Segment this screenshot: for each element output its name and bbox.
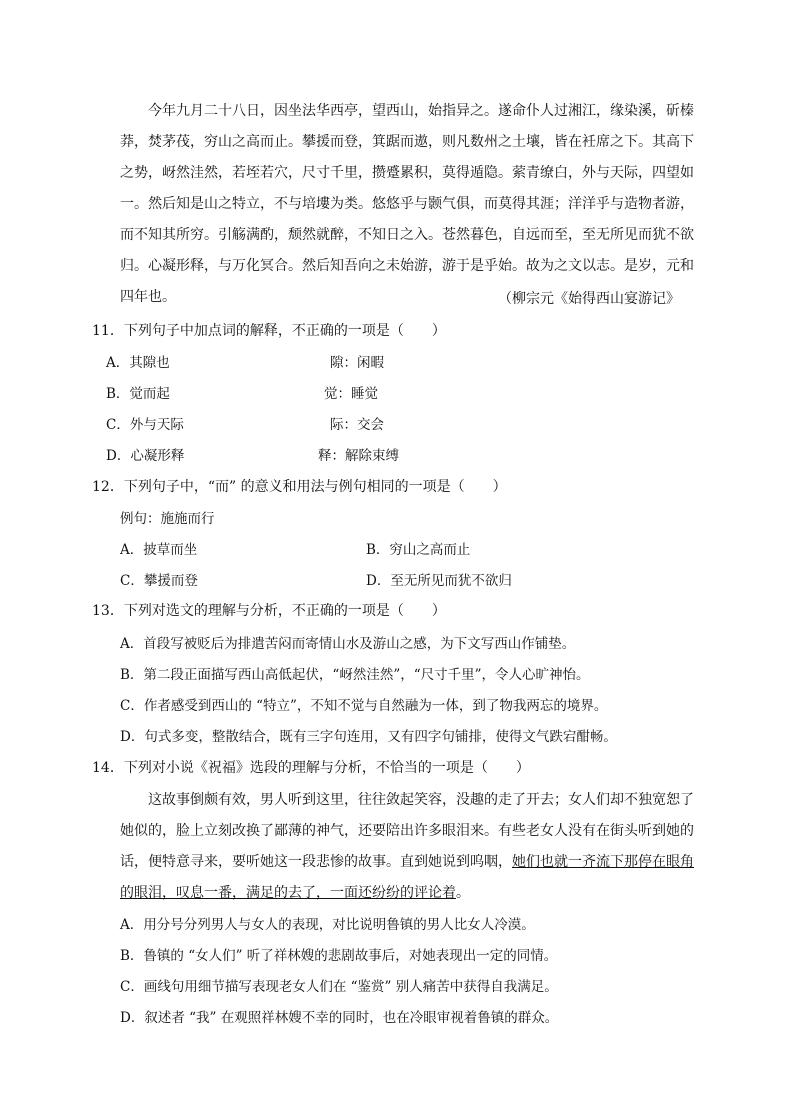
q11-option-d-gloss: 释：解除束缚 [318, 448, 399, 464]
q12-example: 例句：施施而行 [120, 511, 215, 527]
q13-option-b: B．第二段正面描写西山高低起伏，“岈然洼然”，“尺寸千里”，令人心旷神怡。 [120, 667, 590, 683]
q12-option-d: D．至无所见而犹不欲归 [366, 573, 512, 589]
question-14-stem: 14．下列对小说《祝福》选段的理解与分析，不恰当的一项是（ ） [92, 760, 530, 776]
q14-excerpt-plain: 这故事倒颇有效，男人听到这里，往往敛起笑容，没趣的走了开去；女人们却不独宽恕了她似的，脸上立刻改换了鄙薄的神气，还要陪出许多眼泪来。有些老女人没有在街头听到她的话，便特意寻来，要听她这一段悲惨的故事。直到她说到呜咽， [120, 792, 694, 870]
q12-option-c: C．攀援而登 [120, 573, 198, 589]
q13-option-c: C．作者感受到西山的 “特立”，不知不觉与自然融为一体，到了物我两忘的境界。 [120, 698, 608, 714]
passage-source: （柳宗元《始得西山宴游记》 [498, 291, 680, 307]
q14-excerpt-text [120, 785, 694, 909]
q14-option-d: D．叙述者 “我” 在观照祥林嫂不幸的同时，也在冷眼审视着鲁镇的群众。 [120, 1010, 559, 1026]
q14-option-c: C．画线句用细节描写表现老女人们在 “鉴赏” 别人痛苦中获得自我满足。 [120, 979, 558, 995]
q12-option-b: B．穷山之高而止 [366, 542, 471, 558]
q11-option-a: A．其隙也 [106, 355, 170, 371]
q14-underlined-sentence: 她们也就一齐流下那停在眼角的眼泪，叹息一番，满足的去了，一面还纷纷的评论着 [120, 854, 694, 901]
q11-option-c: C．外与天际 [106, 417, 184, 433]
q11-option-a-gloss: 隙：闲暇 [330, 355, 384, 371]
passage-text: 今年九月二十八日，因坐法华西亭，望西山，始指异之。遂命仆人过湘江，缘染溪，斫榛莽，焚茅茷，穷山之高而止。攀援而登，箕踞而遨，则凡数州之土壤，皆在衽席之下。其高下之势，岈然洼然，若垤若穴，尺寸千里，攒蹙累积，莫得遁隐。萦青缭白，外与天际，四望如一。然后知是山之特立，不与培塿为类。悠悠乎与颢气俱，而莫得其涯；洋洋乎与造物者游，而不知其所穷。引觞满酌，颓然就醉，不知日之入。苍然暮色，自远而至，至无所见而犹不欲归。心凝形释，与万化冥合。然后知吾向之未始游，游于是乎始。故为之文以志。是岁，元和四年也。 [120, 103, 694, 305]
q11-option-c-gloss: 际：交会 [330, 417, 384, 433]
q13-option-d: D．句式多变，整散结合，既有三字句连用，又有四字句铺排，使得文气跌宕酣畅。 [120, 729, 617, 745]
q14-excerpt [120, 785, 694, 909]
classical-passage [120, 96, 694, 313]
q12-option-a: A．披草而坐 [120, 542, 198, 558]
question-12-stem: 12．下列句子中，“而” 的意义和用法与例句相同的一项是（ ） [92, 479, 507, 495]
q11-option-b-gloss: 觉：睡觉 [324, 386, 378, 402]
q14-excerpt-end: 。 [456, 885, 470, 901]
q14-option-a: A．用分号分列男人与女人的表现，对比说明鲁镇的男人比女人冷漠。 [120, 917, 535, 933]
question-11-stem: 11．下列句子中加点词的解释，不正确的一项是（ ） [92, 323, 446, 339]
q11-option-d: D．心凝形释 [106, 448, 185, 464]
q13-option-a: A．首段写被贬后为排遣苦闷而寄情山水及游山之感，为下文写西山作铺垫。 [120, 636, 576, 652]
question-13-stem: 13．下列对选文的理解与分析，不正确的一项是（ ） [92, 603, 446, 619]
q11-option-b: B．觉而起 [106, 386, 170, 402]
q14-option-b: B．鲁镇的 “女人们” 听了祥林嫂的悲剧故事后，对她表现出一定的同情。 [120, 948, 558, 964]
